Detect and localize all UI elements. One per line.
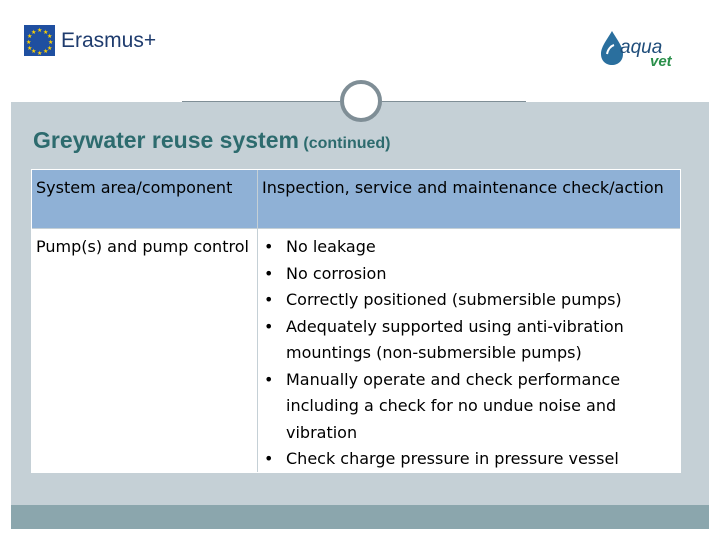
header-divider-left bbox=[182, 101, 340, 102]
header-divider-right bbox=[382, 101, 526, 102]
maintenance-table bbox=[31, 169, 681, 473]
footer-bar bbox=[11, 505, 709, 529]
header-check-action: Inspection, service and maintenance check/action bbox=[262, 178, 664, 197]
row-component: Pump(s) and pump control bbox=[36, 237, 249, 256]
table-header-cell bbox=[32, 170, 257, 228]
svg-text:vet: vet bbox=[650, 53, 672, 69]
list-item: • Check charge pressure in pressure vessel bbox=[264, 449, 619, 468]
eu-flag-icon: ★ ★ ★ ★ ★ ★ ★ ★ ★ ★ ★ ★ bbox=[24, 25, 55, 56]
list-item: • Adequately supported using anti-vibration mountings (non-submersible pumps) bbox=[264, 316, 624, 362]
aquavet-logo-text: aqua bbox=[620, 37, 663, 58]
erasmus-logo-text: Erasmus+ bbox=[61, 28, 157, 52]
aquavet-logo bbox=[598, 27, 694, 69]
slide-title-suffix: (continued) bbox=[303, 135, 391, 152]
table-row bbox=[32, 229, 257, 472]
table-header-cell bbox=[258, 170, 680, 228]
header-component: System area/component bbox=[36, 178, 233, 197]
table-row bbox=[258, 229, 680, 472]
list-item: • Manually operate and check performance including a check for no undue noise and vibration bbox=[264, 369, 621, 442]
slide-title bbox=[33, 127, 390, 154]
slide-title-main: Greywater reuse system bbox=[33, 127, 299, 153]
list-item: • No corrosion bbox=[264, 263, 387, 283]
erasmus-logo bbox=[24, 25, 156, 56]
decorative-ring bbox=[340, 80, 382, 122]
list-item: • Correctly positioned (submersible pumps) bbox=[264, 290, 622, 309]
list-item: • No leakage bbox=[264, 237, 376, 256]
check-list bbox=[258, 229, 680, 473]
